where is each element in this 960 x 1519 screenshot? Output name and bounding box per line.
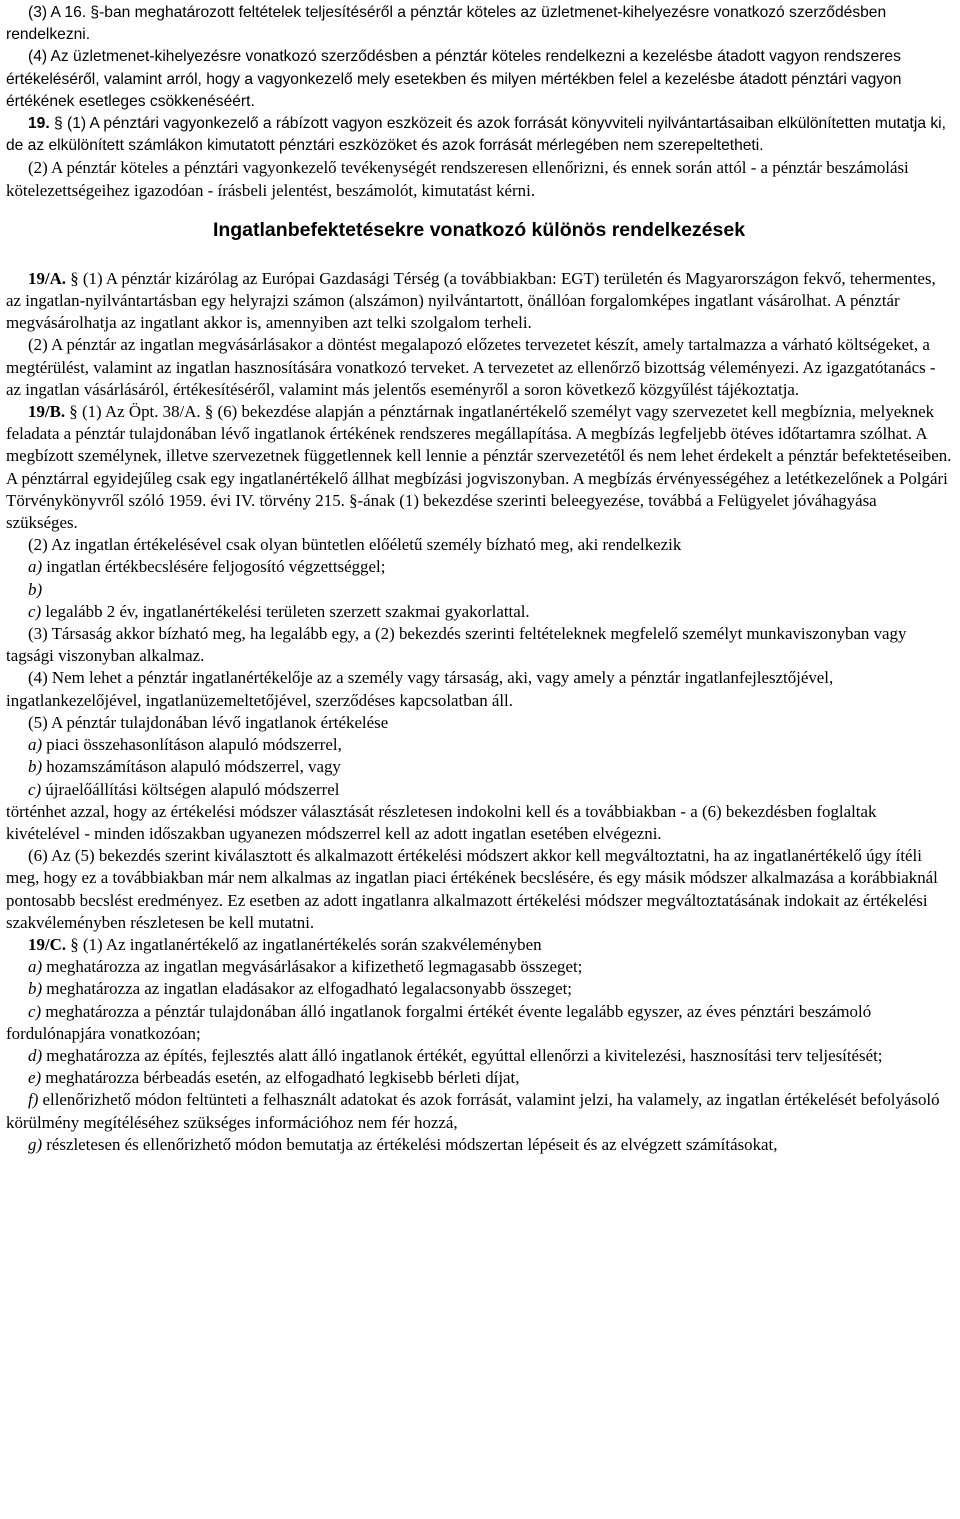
list-item-text: meghatározza a pénztár tulajdonában álló ingatlanok forgalmi értékét évente legalább egyszer, az éves pénztári beszámoló fordulónapjára vonatkozóan; [6,1001,872,1043]
list-item [6,779,952,801]
list-item-text: újraelőállítási költségen alapuló módszerrel [41,779,340,799]
paragraph-19b-4: (4) Nem lehet a pénztár ingatlanértékelője az a személy vagy társaság, aki, vagy amely a pénztár ingatlanfejlesztőjével, ingatlankezelőjével, ingatlanüzemeltetőjével, szerződéses kapcsolatban áll. [6,668,834,710]
list-item [6,1134,952,1156]
list-letter: b) [28,579,43,599]
list-letter: c) [28,779,42,799]
list-item [6,601,952,623]
list-letter: f) [28,1090,39,1110]
list-item-text: hozamszámításon alapuló módszerrel, vagy [42,757,341,777]
list-item-text: legalább 2 év, ingatlanértékelési területen szerzett szakmai gyakorlattal. [41,601,530,621]
paragraph-19b-1 [6,401,952,534]
list-letter: b) [28,979,43,999]
section-number-19c: 19/C. [28,934,67,954]
section-number-19b: 19/B. [28,402,66,422]
paragraph-18-4: (4) Az üzletmenet-kihelyezésre vonatkozó szerződésben a pénztár köteles rendelkezni a kezelésbe átadott vagyon rendszeres értékeléséről, valamint arról, hogy a vagyonkezelő mely esetekben és milyen mértékben felel a kezelésbe átadott pénztári vagyon értékének esetleges csökkenéséért. [6,48,902,110]
paragraph-19a-1 [6,268,952,335]
list-letter: c) [28,601,42,621]
section-number-19: 19. [28,115,50,133]
list-item [6,579,952,601]
list-item [6,556,952,578]
paragraph-19c-1 [6,934,952,956]
list-item [6,1089,952,1133]
paragraph-19c-1-text: § (1) Az ingatlanértékelő az ingatlanértékelés során szakvéleményben [66,934,542,954]
paragraph-19b-5: (5) A pénztár tulajdonában lévő ingatlanok értékelése [28,712,389,732]
list-item-text: meghatározza bérbeadás esetén, az elfogadható legkisebb bérleti díjat, [41,1068,520,1088]
list-item-text: meghatározza az építés, fejlesztés alatt álló ingatlanok értékét, egyúttal ellenőrzi a kivitelezési, hasznosítási terv teljesítését; [42,1045,883,1065]
list-letter: c) [28,1001,42,1021]
paragraph-18-3: (3) A 16. §-ban meghatározott feltételek teljesítéséről a pénztár köteles az üzletmenet-kihelyezésre vonatkozó szerződésben rendelkezni. [6,4,887,44]
list-letter: a) [28,957,43,977]
section-number-19a: 19/A. [28,268,67,288]
list-item [6,956,952,978]
paragraph-19b-6: (6) Az (5) bekezdés szerint kiválasztott és alkalmazott értékelési módszert akkor kell megváltoztatni, ha az ingatlanértékelő úgy ítéli meg, hogy ez a továbbiakban már nem alkalmas az ingatlan piaci értékének becslésére, és egy másik módszer alkalmazása a korábbiaknál pontosabb becslést eredményez. Ez esetben az adott ingatlanra alkalmazott értékelési módszer megváltoztatásának indokait az értékelési szakvéleményben részletesen be kell mutatni. [6,846,938,932]
list-letter: g) [28,1134,43,1154]
list-item [6,756,952,778]
list-letter: a) [28,557,43,577]
list-item-text: meghatározza az ingatlan eladásakor az elfogadható legalacsonyabb összeget; [42,979,572,999]
list-letter: a) [28,735,43,755]
paragraph-19b-5-tail: történhet azzal, hogy az értékelési módszer választását részletesen indokolni kell és a továbbiakban - a (6) bekezdésben foglaltak kivételével - minden időszakban ugyanezen módszerrel kell az adott ingatlan esetében elvégezni. [6,801,877,843]
paragraph-19-1-text: § (1) A pénztári vagyonkezelő a rábízott vagyon eszközeit és azok forrását könyvviteli nyilvántartásaiban elkülönítetten mutatja ki, de az elkülönített számlákon kimutatott pénztári eszközöket és azok forrását mérlegében nem szerepeltetheti. [6,115,946,155]
paragraph-19b-1-text: § (1) Az Öpt. 38/A. § (6) bekezdése alapján a pénztárnak ingatlanértékelő személyt vagy szervezetet kell megbíznia, melyeknek feladata a pénztár tulajdonában lévő ingatlanok értékének rendszeres megállapítása. A megbízás legfeljebb ötéves időtartamra szólhat. A megbízott személynek, illetve szervezetnek függetlennek kell lennie a pénztár szervezetétől és nem lehet érdekelt a pénztár befektetéseiben. A pénztárral egyidejűleg csak egy ingatlanértékelő állhat megbízási jogviszonyban. A megbízás érvényességéhez a letétkezelőnek a Polgári Törvénykönyvről szóló 1959. évi IV. törvény 215. §-ának (1) bekezdése szerinti beleegyezése, továbbá a Felügyelet jóváhagyása szükséges. [6,402,952,533]
list-letter: d) [28,1045,43,1065]
paragraph-19a-2: (2) A pénztár az ingatlan megvásárlásakor a döntést megalapozó előzetes tervezetet készít, amely tartalmazza a várható költségeket, a megtérülést, valamint az ingatlan hasznosítására vonatkozó terveket. A tervezetet az ellenőrző bizottság véleményezi. Az igazgatótanács - az ingatlan vásárlásáról, értékesítéséről, valamint más jelentős eseményről a soron következő közgyűlést tájékoztatja. [6,335,936,399]
list-item [6,1001,952,1045]
list-item-text: meghatározza az ingatlan megvásárlásakor a kifizethető legmagasabb összeget; [42,957,583,977]
list-letter: b) [28,757,43,777]
paragraph-19b-3: (3) Társaság akkor bízható meg, ha legalább egy, a (2) bekezdés szerinti feltételeknek megfelelő személyt munkaviszonyban vagy tagsági viszonyban alkalmaz. [6,624,907,666]
paragraph-19a-1-text: § (1) A pénztár kizárólag az Európai Gazdasági Térség (a továbbiakban: EGT) területén és Magyarországon fekvő, tehermentes, az ingatlan-nyilvántartásban egy helyrajzi számon (alszámon) nyilvántartott, önállóan forgalomképes ingatlant vásárolhat. A pénztár megvásárolhatja az ingatlant akkor is, amennyiben azt telki szolgalom terheli. [6,268,936,333]
list-item-text: részletesen és ellenőrizhető módon bemutatja az értékelési módszertan lépéseit és az elvégzett számításokat, [42,1134,778,1154]
list-item-text: ingatlan értékbecslésére feljogosító végzettséggel; [42,557,386,577]
list-item [6,1067,952,1089]
paragraph-19b-2: (2) Az ingatlan értékelésével csak olyan büntetlen előéletű személy bízható meg, aki rendelkezik [28,535,682,555]
list-item [6,734,952,756]
list-letter: e) [28,1068,42,1088]
paragraph-19-2: (2) A pénztár köteles a pénztári vagyonkezelő tevékenységét rendszeresen ellenőrizni, és ennek során attól - a pénztár beszámolási kötelezettségeihez igazodóan - írásbeli jelentést, beszámolót, kimutatást kérni. [6,158,909,200]
section-heading: Ingatlanbefektetésekre vonatkozó különös rendelkezések [212,218,746,241]
list-item [6,1045,952,1067]
list-item-text: ellenőrizhető módon feltünteti a felhasznált adatokat és azok forrását, valamint jelzi, ha valamely, az ingatlan értékelését befolyásoló körülmény megítéléséhez szükséges információhoz nem fér hozzá, [6,1090,940,1132]
list-item [6,978,952,1000]
paragraph-19-1 [6,113,952,157]
list-item-text: piaci összehasonlításon alapuló módszerrel, [42,735,342,755]
